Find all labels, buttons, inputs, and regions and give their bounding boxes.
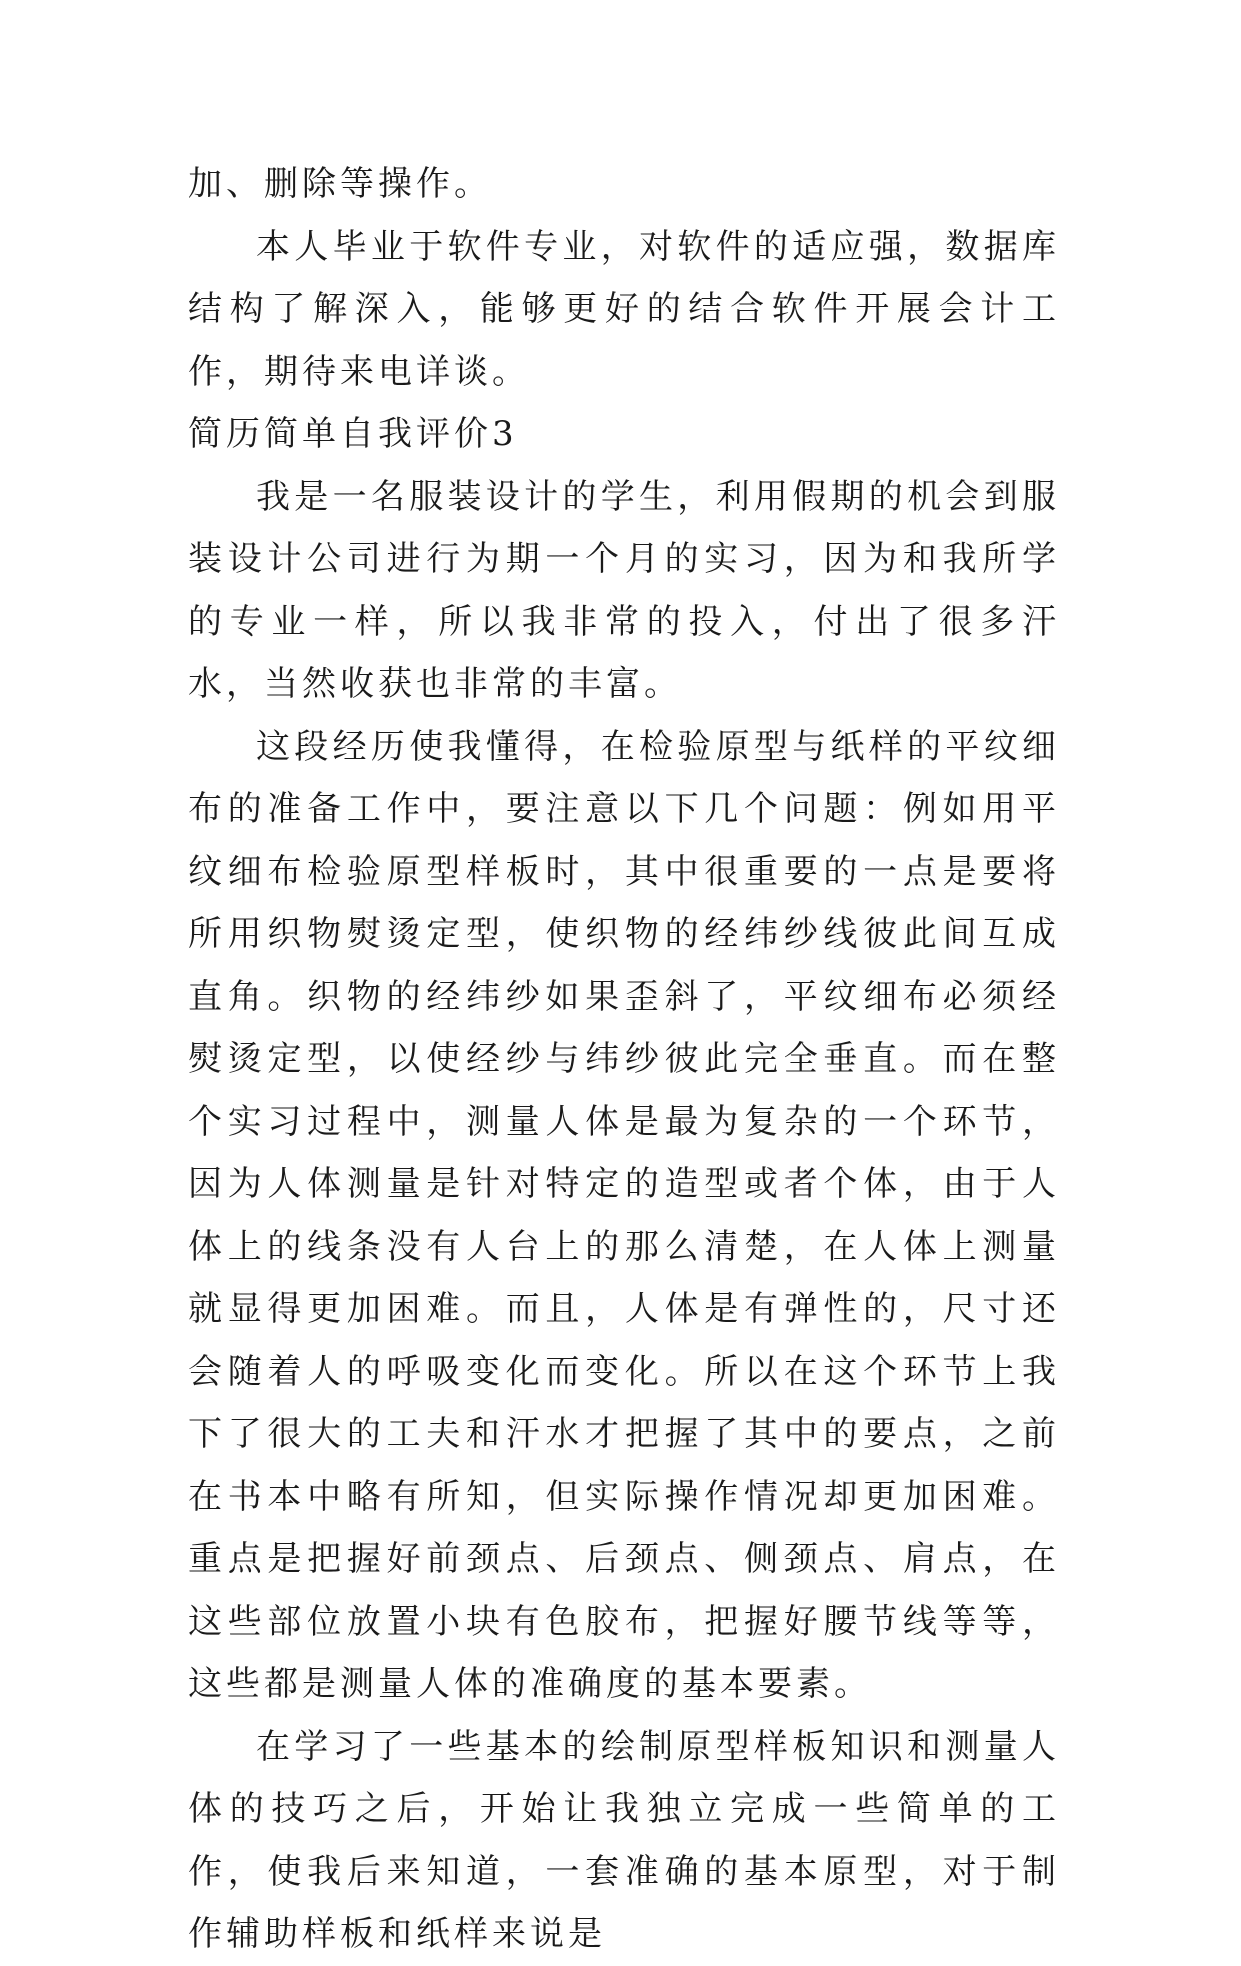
paragraph-experience: 这段经历使我懂得，在检验原型与纸样的平纹细布的准备工作中，要注意以下几个问题：例如用平纹细布检验原型样板时，其中很重要的一点是要将所用织物熨烫定型，使织物的经纬纱线彼此间互成直角。织物的经纬纱如果歪斜了，平纹细布必须经熨烫定型，以使经纱与纬纱彼此完全垂直。而在整个实习过程中，测量人体是最为复杂的一个环节，因为人体测量是针对特定的造型或者个体，由于人体上的线条没有人台上的那么清楚，在人体上测量就显得更加困难。而且，人体是有弹性的，尺寸还会随着人的呼吸变化而变化。所以在这个环节上我下了很大的工夫和汗水才把握了其中的要点，之前在书本中略有所知，但实际操作情况却更加困难。重点是把握好前颈点、后颈点、侧颈点、肩点，在这些部位放置小块有色胶布，把握好腰节线等等，这些都是测量人体的准确度的基本要素。 <box>188 726 1060 1704</box>
paragraph-internship-intro: 我是一名服装设计的学生，利用假期的机会到服装设计公司进行为期一个月的实习，因为和我所学的专业一样，所以我非常的投入，付出了很多汗水，当然收获也非常的丰富。 <box>188 476 1060 704</box>
paragraph-skills: 在学习了一些基本的绘制原型样板知识和测量人体的技巧之后，开始让我独立完成一些简单的工作，使我后来知道，一套准确的基本原型，对于制作辅助样板和纸样来说是 <box>188 1726 1060 1954</box>
section-heading: 简历简单自我评价3 <box>188 414 518 454</box>
paragraph-self-intro: 本人毕业于软件专业，对软件的适应强，数据库结构了解深入，能够更好的结合软件开展会计工作，期待来电详谈。 <box>188 226 1060 392</box>
document-body <box>188 153 1060 1966</box>
paragraph-continuation: 加、删除等操作。 <box>188 164 492 204</box>
